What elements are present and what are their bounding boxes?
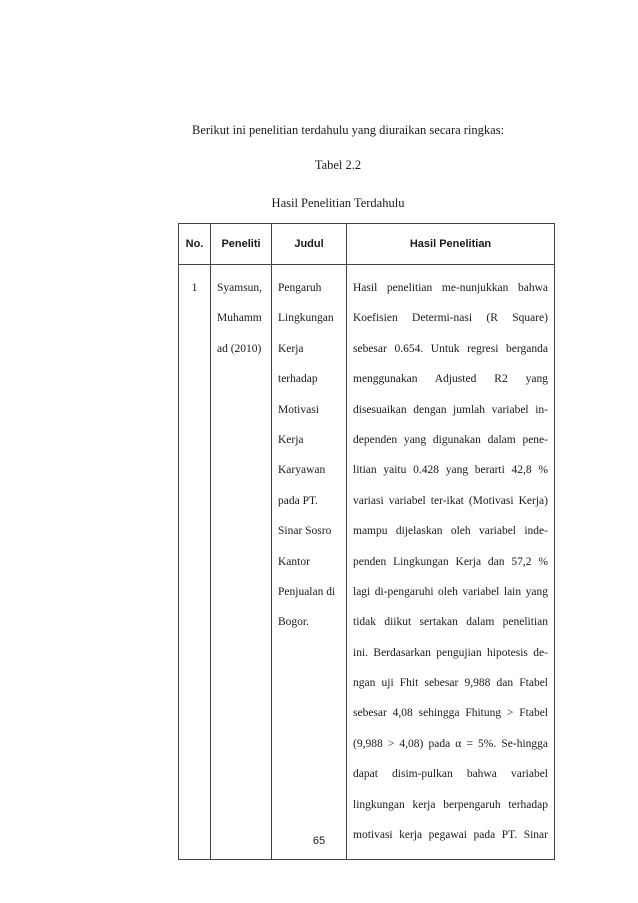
cell-hasil <box>347 265 555 860</box>
judul-line: Bogor. <box>278 616 309 629</box>
header-no: No. <box>179 224 211 265</box>
hasil-line: ngan uji Fhit sebesar 9,988 dan Ftabel <box>353 677 548 690</box>
judul-line: terhadap <box>278 373 318 386</box>
judul-line: Sinar Sosro <box>278 525 332 538</box>
judul-line: Motivasi <box>278 403 319 416</box>
header-judul: Judul <box>272 224 347 265</box>
cell-no <box>179 265 211 860</box>
hasil-line: (9,988 > 4,08) pada α = 5%. Se-hingga <box>353 737 548 750</box>
page-number: 65 <box>312 835 326 847</box>
judul-line: Penjualan di <box>278 585 336 598</box>
research-table <box>178 223 555 860</box>
hasil-line: disesuaikan dengan jumlah variabel in- <box>353 403 548 416</box>
hasil-line: motivasi kerja pegawai pada PT. Sinar <box>353 829 548 842</box>
hasil-line: lagi di-pengaruhi oleh variabel lain yang <box>353 585 548 598</box>
cell-peneliti <box>211 265 272 860</box>
peneliti-line: ad (2010) <box>217 342 262 355</box>
hasil-line: tidak diikut sertakan dalam penelitian <box>353 616 548 629</box>
judul-line: Karyawan <box>278 464 326 477</box>
hasil-line: sebesar 0.654. Untuk regresi berganda <box>353 342 548 355</box>
judul-line: Kantor <box>278 555 310 568</box>
header-hasil: Hasil Penelitian <box>347 224 555 265</box>
hasil-line: menggunakan Adjusted R2 yang <box>353 373 548 386</box>
judul-line: Kerja <box>278 342 304 355</box>
judul-line: Lingkungan <box>278 312 334 325</box>
judul-line: Pengaruh <box>278 282 322 294</box>
hasil-line: litian yaitu 0.428 yang berarti 42,8 % <box>353 464 548 477</box>
judul-line: pada PT. <box>278 494 319 507</box>
hasil-line: dependen yang digunakan dalam pene- <box>353 433 548 446</box>
table-label: Tabel 2.2 <box>314 158 362 172</box>
hasil-line: sebesar 4,08 sehingga Fhitung > Ftabel <box>353 707 548 720</box>
hasil-line: dapat disim-pulkan bahwa variabel <box>353 768 548 781</box>
hasil-line: variasi variabel ter-ikat (Motivasi Kerja) <box>353 494 548 507</box>
hasil-line: ini. Berdasarkan pengujian hipotesis de- <box>353 646 548 659</box>
peneliti-line: Syamsun, <box>217 282 263 294</box>
hasil-line: Hasil penelitian me-nunjukkan bahwa <box>353 282 548 294</box>
intro-text: Berikut ini penelitian terdahulu yang diuraikan secara ringkas: <box>192 123 505 137</box>
header-peneliti: Peneliti <box>211 224 272 265</box>
hasil-line: lingkungan kerja berpengaruh terhadap <box>353 798 548 811</box>
cell-judul <box>272 265 347 860</box>
judul-line: Kerja <box>278 433 304 446</box>
table-title: Hasil Penelitian Terdahulu <box>271 196 405 210</box>
hasil-line: penden Lingkungan Kerja dan 57,2 % <box>353 555 548 568</box>
cell-no-value: 1 <box>191 282 198 294</box>
hasil-line: mampu dijelaskan oleh variabel inde- <box>353 525 548 538</box>
table-header-row <box>179 224 555 265</box>
table-row <box>179 265 555 860</box>
hasil-line: Koefisien Determi-nasi (R Square) <box>353 312 548 325</box>
peneliti-line: Muhamm <box>217 312 262 325</box>
